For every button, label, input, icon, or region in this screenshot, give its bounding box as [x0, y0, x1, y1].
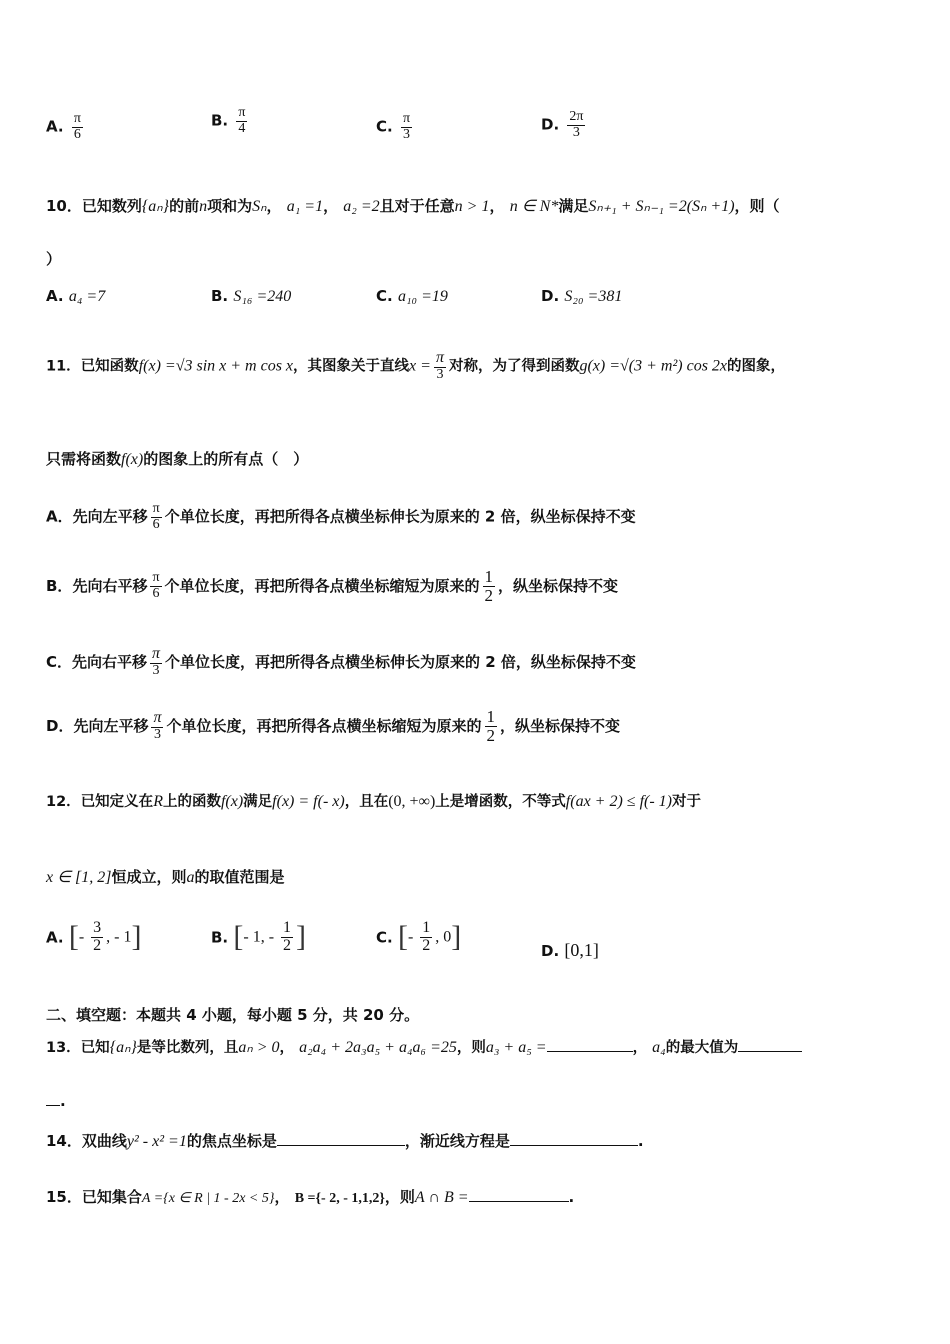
bracket-icon: ]: [131, 920, 142, 954]
text: 先向右平移: [72, 652, 148, 671]
q11-option-d: [46, 708, 620, 745]
fraction-numerator: 1: [422, 919, 431, 936]
text: .: [568, 1188, 575, 1206]
option-label: D.: [541, 115, 560, 134]
math: n > 1: [454, 198, 490, 215]
math: (0, +∞): [388, 793, 436, 810]
text: 项和为: [207, 197, 253, 215]
fraction-denominator: 6: [152, 516, 160, 532]
math: , - 1: [106, 928, 132, 946]
math: aₙ > 0: [238, 1039, 280, 1056]
text: 已知数列: [81, 197, 142, 215]
text: .: [637, 1132, 644, 1150]
text: 对于: [672, 794, 702, 810]
text: .: [60, 1092, 66, 1110]
fraction-numerator: π: [435, 349, 444, 366]
q10-option-a: [46, 287, 105, 306]
fraction-numerator: π: [73, 111, 81, 126]
question-10-close-paren: [46, 248, 61, 269]
fraction-denominator: 6: [73, 126, 81, 142]
math: - 1, -: [243, 928, 279, 946]
math: {aₙ}: [109, 1039, 137, 1056]
fraction-denominator: 3: [436, 366, 444, 382]
answer-blank[interactable]: [738, 1051, 802, 1052]
q11-option-b: [46, 568, 618, 605]
answer-blank[interactable]: [547, 1051, 633, 1052]
math: -: [78, 928, 89, 946]
math: a₂a₄ + 2a₃a₅ + a₄a₆ =25: [299, 1039, 457, 1056]
text: 已知函数: [80, 358, 139, 375]
text: 个单位长度，再把所得各点横坐标伸长为原来的 2 倍，纵坐标保持不变: [164, 507, 636, 526]
text: ，则: [384, 1188, 415, 1206]
question-number: 10．: [46, 197, 82, 215]
text: 个单位长度，再把所得各点横坐标缩短为原来的: [164, 576, 480, 595]
math: y² - x² =1: [126, 1133, 187, 1150]
question-number: 13．: [46, 1040, 81, 1056]
math: f(ax + 2) ≤ f(- 1): [565, 793, 673, 810]
fraction-numerator: π: [152, 645, 161, 662]
bracket-icon: ]: [451, 920, 462, 954]
option-label: C.: [376, 287, 393, 305]
text: ，其图象关于直线: [293, 358, 410, 375]
fraction-numerator: 1: [283, 919, 292, 936]
math: Sₙ: [252, 198, 267, 215]
fraction-denominator: 2: [283, 936, 292, 954]
question-13-stem: 13．已知{aₙ}是等比数列，且aₙ > 0， a₂a₄ + 2a₃a₅ + a₄a₆ =25，则a₃ + a₅ = ， a₄的最大值为: [46, 1036, 802, 1057]
math: f(x) = f(- x): [272, 793, 345, 810]
text: 先向左平移: [72, 507, 148, 526]
answer-blank[interactable]: [469, 1201, 569, 1202]
math: x ∈ [1, 2]: [46, 869, 112, 886]
question-10-stem: 10．已知数列{aₙ}的前n项和为Sₙ， a₁ =1， a₂ =2且对于任意n > 1， n ∈ N*满足Sₙ₊₁ + Sₙ₋₁ =2(Sₙ +1)，则（: [46, 197, 780, 215]
option-label: A.: [46, 287, 64, 305]
text: 上的函数: [162, 794, 221, 810]
math: a₄ =7: [68, 288, 106, 305]
question-12-stem: [46, 790, 701, 811]
option-label: B.: [211, 287, 229, 305]
bracket-icon: [: [68, 920, 79, 954]
answer-blank[interactable]: [510, 1145, 638, 1146]
text: 的图象，: [727, 358, 786, 375]
fraction-denominator: 3: [152, 662, 160, 678]
math: a₂ =2: [343, 198, 380, 215]
question-number: 11．: [46, 358, 81, 375]
text: 的最大值为: [665, 1040, 739, 1056]
math: Sₙ₊₁ + Sₙ₋₁ =2(Sₙ +1): [588, 198, 735, 215]
math: , 0: [435, 928, 452, 946]
text: 的前: [169, 197, 200, 215]
text: 先向左平移: [73, 716, 149, 735]
math: A ∩ B =: [414, 1189, 469, 1206]
math: B ={- 2, - 1,1,2}: [294, 1191, 385, 1206]
math: n ∈ N*: [509, 198, 559, 215]
math: a₄: [652, 1039, 666, 1056]
fraction-numerator: π: [152, 570, 160, 586]
question-14-stem: [46, 1130, 644, 1151]
math: a₁₀ =19: [397, 288, 448, 305]
option-label: A．: [46, 507, 73, 526]
bracket-icon: [: [233, 920, 244, 954]
question-12-stem-2: [46, 866, 285, 887]
math: f(x) =√3 sin x + m cos x: [138, 357, 294, 375]
fraction-numerator: π: [402, 111, 411, 126]
math: n: [199, 198, 208, 215]
option-label: A.: [46, 117, 64, 136]
math: S₁₆ =240: [233, 288, 292, 305]
bracket-icon: ]: [296, 920, 307, 954]
option-label: D．: [46, 716, 74, 735]
text: 双曲线: [81, 1132, 127, 1150]
text: ，则（: [734, 197, 780, 215]
q10-option-c: [376, 287, 448, 306]
text: 已知定义在: [80, 794, 154, 810]
math: [0,1]: [564, 940, 599, 960]
q9-option-b: [211, 106, 250, 136]
text: 个单位长度，再把所得各点横坐标伸长为原来的 2 倍，纵坐标保持不变: [165, 652, 636, 671]
text: 上是增函数，不等式: [435, 794, 566, 810]
text: 已知集合: [81, 1188, 142, 1206]
option-label: D.: [541, 942, 560, 960]
text: 是等比数列，且: [136, 1040, 239, 1056]
text: ，纵坐标保持不变: [498, 576, 619, 595]
fraction-denominator: 3: [402, 126, 410, 142]
math: a: [186, 869, 195, 886]
text: 恒成立，则: [111, 868, 187, 886]
question-11-stem-2: [46, 448, 308, 469]
answer-blank[interactable]: [277, 1145, 405, 1146]
q9-option-d: [541, 110, 588, 140]
text: 的图象上的所有点（ ）: [143, 450, 309, 468]
fraction-numerator: 1: [486, 707, 495, 726]
option-label: B.: [211, 111, 229, 130]
fraction-denominator: 2: [484, 585, 494, 605]
q11-option-c: [46, 646, 636, 678]
option-label: A.: [46, 928, 64, 947]
answer-blank[interactable]: [46, 1105, 60, 1106]
section-2-heading: 二、填空题：本题共 4 小题，每小题 5 分，共 20 分。: [46, 1006, 420, 1024]
text: ，且在: [344, 794, 389, 810]
option-label: B.: [211, 928, 229, 947]
fraction-numerator: 3: [93, 919, 102, 936]
q12-option-a: [46, 920, 141, 955]
q12-option-b: [211, 920, 306, 955]
text: 先向右平移: [72, 576, 148, 595]
fraction-numerator: π: [153, 709, 162, 727]
option-label: D.: [541, 287, 560, 305]
question-15-stem: 15．已知集合A ={x ∈ R | 1 - 2x < 5}， B ={- 2, - 1,1,2}，则A ∩ B = .: [46, 1188, 575, 1206]
math: a₃ + a₅ =: [485, 1039, 547, 1056]
text: 的焦点坐标是: [186, 1132, 277, 1150]
question-number: 14．: [46, 1132, 82, 1150]
q10-option-d: [541, 287, 622, 306]
fraction-denominator: 2: [486, 725, 495, 745]
text: 的取值范围是: [194, 868, 285, 886]
option-label: C.: [376, 117, 393, 136]
text: 对称，为了得到函数: [448, 358, 580, 375]
q11-option-a: [46, 502, 636, 532]
text: 满足: [558, 197, 589, 215]
text: 且对于任意: [379, 197, 455, 215]
option-label: C．: [46, 652, 73, 671]
question-number: 15．: [46, 1188, 82, 1206]
math: A ={x ∈ R | 1 - 2x < 5}: [141, 1191, 275, 1206]
text: 满足: [243, 794, 273, 810]
fraction-denominator: 3: [153, 726, 161, 742]
text: ，则: [456, 1040, 486, 1056]
text: ）: [46, 250, 62, 268]
text: 个单位长度，再把所得各点横坐标缩短为原来的: [166, 716, 482, 735]
fraction-denominator: 6: [152, 585, 160, 601]
text: 已知: [80, 1040, 110, 1056]
math: f(x): [220, 793, 244, 810]
fraction-denominator: 3: [572, 124, 580, 140]
option-label: B．: [46, 576, 73, 595]
q9-option-c: [376, 112, 415, 142]
question-13-continuation: [46, 1092, 66, 1110]
fraction-numerator: 2π: [569, 109, 584, 124]
fraction-denominator: 2: [93, 936, 102, 954]
fraction-numerator: π: [238, 105, 246, 120]
fraction-numerator: 1: [484, 567, 494, 586]
math: S₂₀ =381: [564, 288, 623, 305]
math: x =: [409, 357, 431, 375]
text: 只需将函数: [46, 450, 122, 468]
text: ，纵坐标保持不变: [500, 716, 621, 735]
math: a₁ =1: [286, 198, 324, 215]
math: f(x): [121, 451, 144, 468]
q12-option-c: [376, 920, 461, 955]
question-11-stem: [46, 350, 785, 382]
math: g(x) =√(3 + m²) cos 2x: [579, 357, 728, 375]
math: {aₙ}: [141, 198, 170, 215]
fraction-numerator: π: [152, 501, 160, 516]
fraction-denominator: 2: [422, 936, 431, 954]
question-number: 12．: [46, 794, 81, 810]
math: -: [407, 928, 418, 946]
q10-option-b: [211, 287, 291, 306]
fraction-denominator: 4: [238, 120, 246, 136]
q9-option-a: [46, 112, 86, 142]
q12-option-d: [541, 940, 599, 961]
option-label: C.: [376, 928, 393, 947]
math: R: [153, 793, 163, 810]
text: ，渐近线方程是: [404, 1132, 510, 1150]
bracket-icon: [: [397, 920, 408, 954]
